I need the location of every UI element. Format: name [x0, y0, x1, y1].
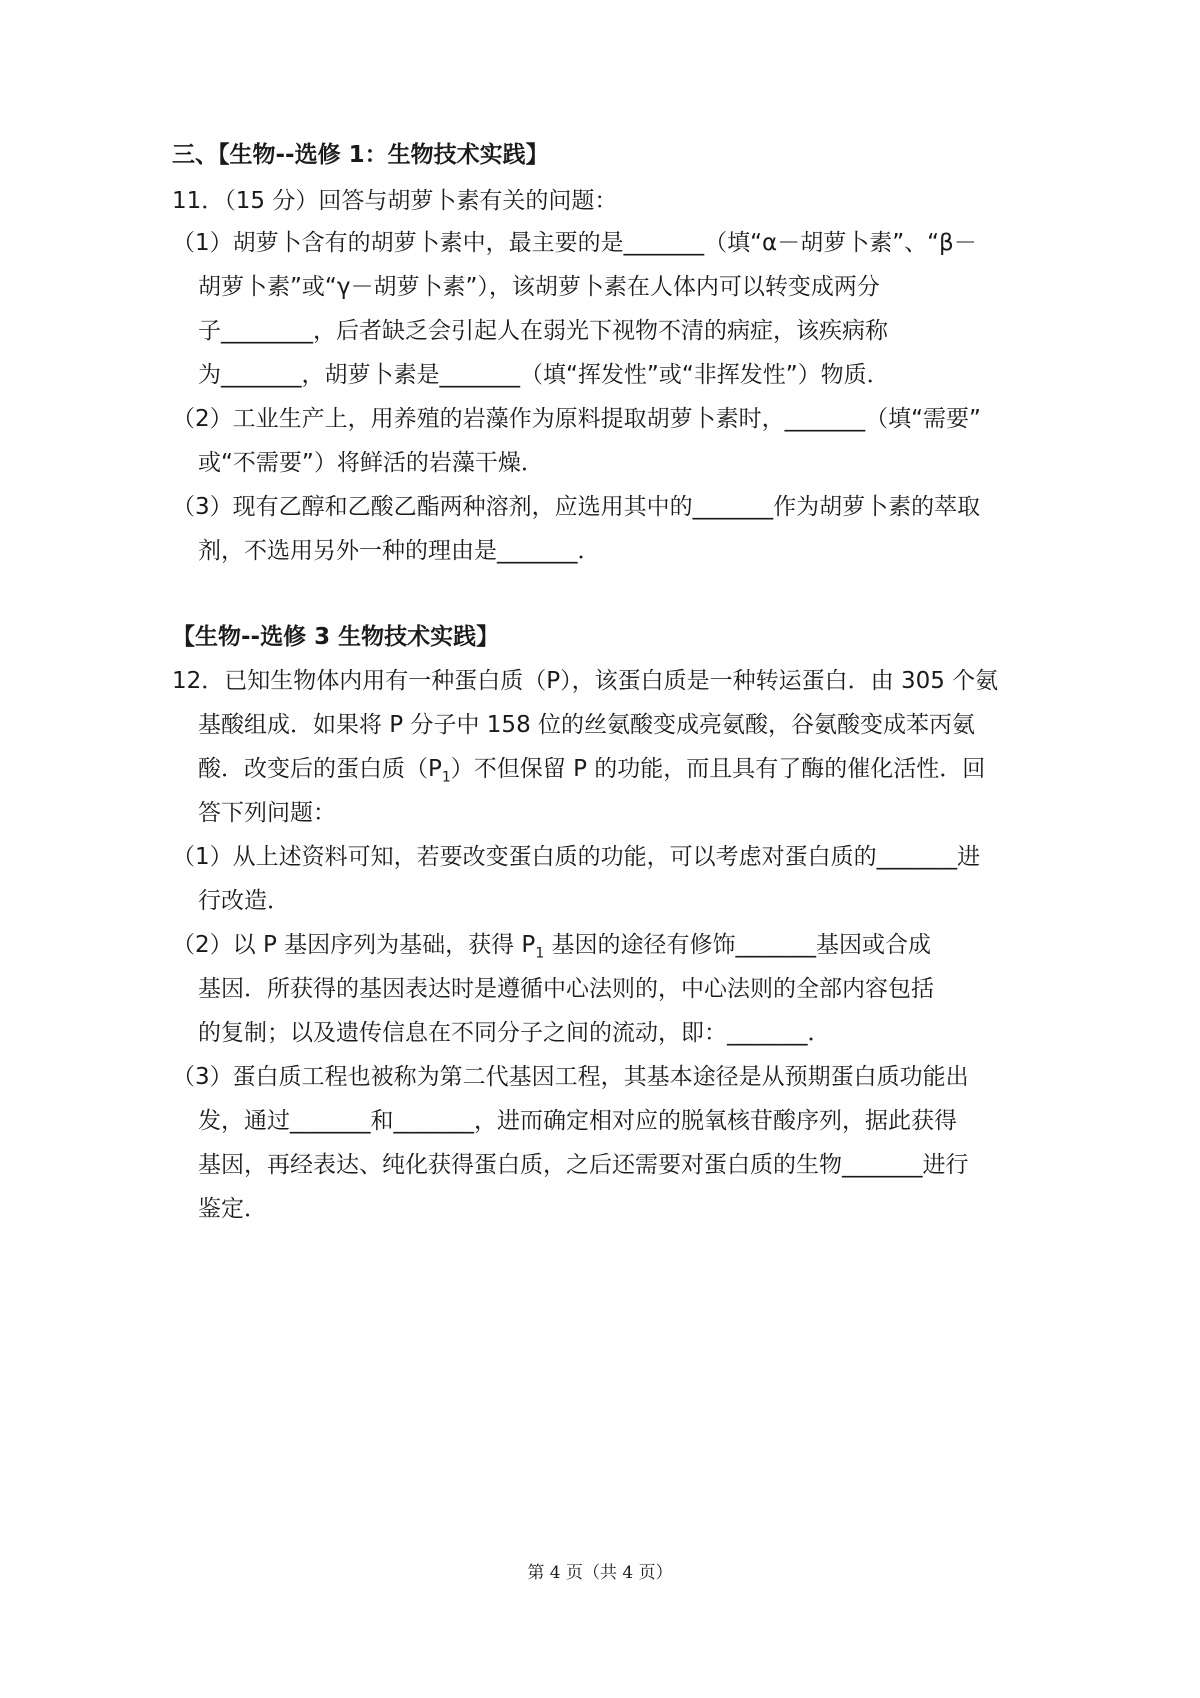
q12-part1-line1: （1）从上述资料可知，若要改变蛋白质的功能，可以考虑对蛋白质的_______进 — [172, 844, 981, 870]
page-number-footer: 第 4 页（共 4 页） — [527, 1563, 673, 1583]
question-12-line2: 基酸组成．如果将 P 分子中 158 位的丝氨酸变成亮氨酸，谷氨酸变成苯丙氨 — [198, 712, 976, 738]
question-12-line1: 12．已知生物体内用有一种蛋白质（P），该蛋白质是一种转运蛋白．由 305 个氨 — [172, 668, 999, 694]
q12-part3-line4: 鉴定． — [198, 1196, 267, 1222]
q12-part2-subscript: 1 — [535, 945, 545, 962]
q12-part2-line1-a: （2）以 P 基因序列为基础，获得 P — [172, 932, 536, 958]
question-12-line3 — [198, 754, 985, 793]
q12-part2-line3: 的复制；以及遗传信息在不同分子之间的流动，即：_______． — [198, 1020, 831, 1046]
q11-part1-line1: （1）胡萝卜含有的胡萝卜素中，最主要的是_______（填“α－胡萝卜素”、“β－ — [172, 230, 977, 256]
q11-part2-line2: 或“不需要”）将鲜活的岩藻干燥． — [198, 450, 544, 476]
q11-part1-line2: 胡萝卜素”或“γ－胡萝卜素”），该胡萝卜素在人体内可以转变成两分 — [198, 274, 880, 300]
section-title-elective-3: 【生物--选修 3 生物技术实践】 — [172, 624, 500, 650]
q12-part1-line2: 行改造． — [198, 888, 290, 914]
q12-part3-line2: 发，通过_______和_______，进而确定相对应的脱氧核苷酸序列，据此获得 — [198, 1108, 957, 1134]
q11-part3-line2: 剂，不选用另外一种的理由是_______． — [198, 538, 601, 564]
q12-line3-subscript: 1 — [441, 769, 451, 786]
q12-part3-line3: 基因，再经表达、纯化获得蛋白质，之后还需要对蛋白质的生物_______进行 — [198, 1152, 969, 1178]
q12-line3-part-b: ）不但保留 P 的功能，而且具有了酶的催化活性．回 — [450, 756, 986, 782]
q12-line3-part-a: 酸．改变后的蛋白质（P — [198, 756, 442, 782]
q11-part1-line3: 子________，后者缺乏会引起人在弱光下视物不清的病症，该疾病称 — [198, 318, 888, 344]
q11-part1-line4: 为_______，胡萝卜素是_______（填“挥发性”或“非挥发性”）物质． — [198, 362, 890, 388]
q11-part2-line1: （2）工业生产上，用养殖的岩藻作为原料提取胡萝卜素时，_______（填“需要” — [172, 406, 981, 432]
section-title-elective-1: 三、【生物--选修 1：生物技术实践】 — [172, 142, 549, 168]
question-11-stem: 11．（15 分）回答与胡萝卜素有关的问题： — [172, 188, 618, 214]
q11-part3-line1: （3）现有乙醇和乙酸乙酯两种溶剂，应选用其中的_______作为胡萝卜素的萃取 — [172, 494, 981, 520]
q12-part2-line1 — [172, 930, 931, 969]
question-12-line4: 答下列问题： — [198, 800, 336, 826]
q12-part3-line1: （3）蛋白质工程也被称为第二代基因工程，其基本途径是从预期蛋白质功能出 — [172, 1064, 969, 1090]
q12-part2-line1-b: 基因的途径有修饰_______基因或合成 — [544, 932, 932, 958]
q12-part2-line2: 基因．所获得的基因表达时是遵循中心法则的，中心法则的全部内容包括 — [198, 976, 934, 1002]
